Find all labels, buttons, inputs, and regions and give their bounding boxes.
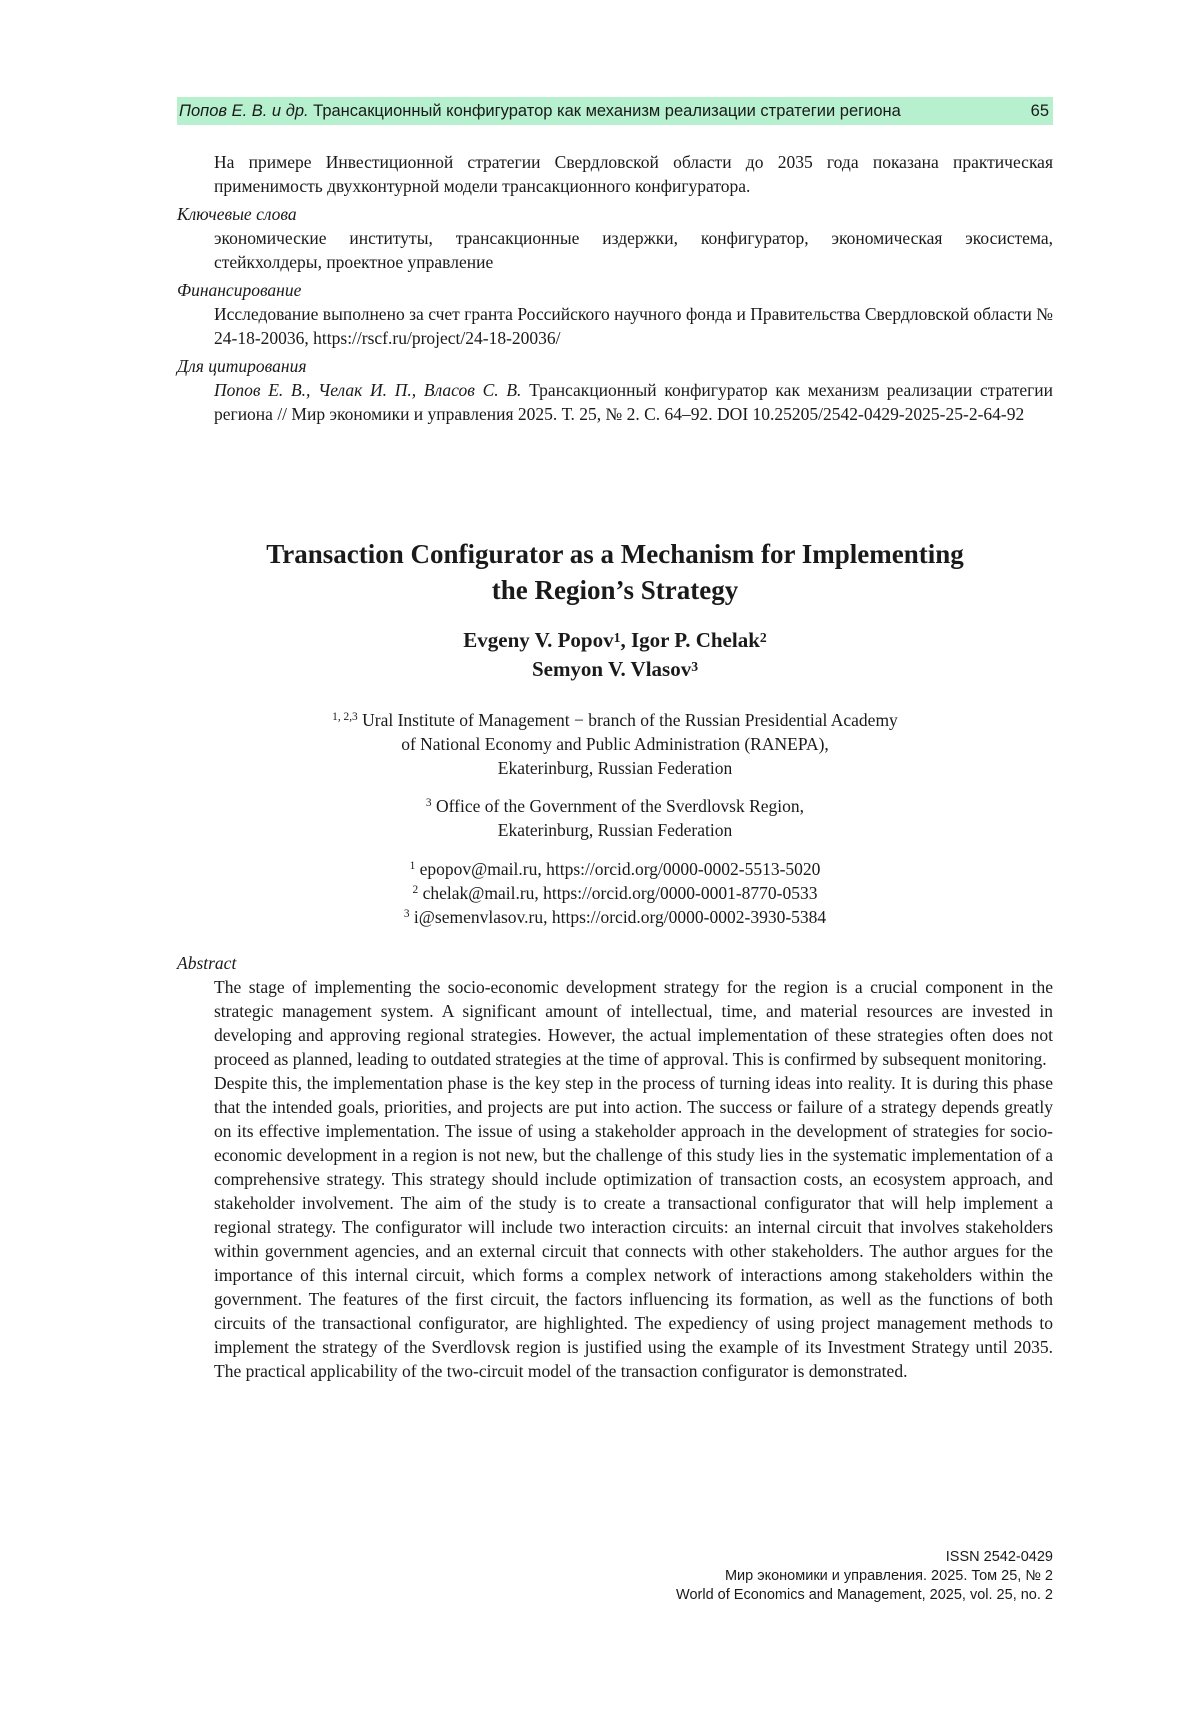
russian-abstract-end: На примере Инвестиционной стратегии Свердловской области до 2035 года показана практическая применимость двухконтурной модели трансакционного конфигуратора.: [214, 152, 1053, 196]
article-title: [177, 536, 1053, 608]
citation-label: Для цитирования: [177, 356, 307, 376]
citation-rest: Трансакционный конфигуратор как механизм реализации стратегии региона // Мир экономики и управления 2025. Т. 25, № 2. С. 64–92. DOI 10.25205/2542-0429-2025-25-2-64-92: [214, 380, 1054, 424]
contact-3-sup: 3: [403, 908, 410, 921]
affiliation-2: [177, 794, 1053, 842]
contact-3-text: i@semenvlasov.ru, https://orcid.org/0000-0002-3930-5384: [413, 907, 827, 927]
contacts-block: [177, 857, 1053, 929]
title-line-1: Transaction Configurator as a Mechanism for Implementing: [266, 539, 964, 569]
title-line-2: the Region’s Strategy: [491, 575, 739, 605]
abstract-paragraph-1: The stage of implementing the socio-economic development strategy for the region is a crucial component in the strategic management system. A significant amount of intellectual, time, and material resources are invested in developing and approving regional strategies. However, the actual implementation of these strategies often does not proceed as planned, leading to outdated strategies at the time of approval. This is confirmed by subsequent monitoring.: [214, 977, 1053, 1069]
contact-1-text: epopov@mail.ru, https://orcid.org/0000-0002-5513-5020: [419, 859, 821, 879]
affiliation-1: [177, 708, 1053, 780]
header-article-title: Трансакционный конфигуратор как механизм реализации стратегии региона: [313, 102, 901, 120]
authors-line-1: Evgeny V. Popov$^1$, Igor P. Chelak$^2$: [463, 628, 767, 652]
affiliation-2-line-1: [177, 794, 1053, 818]
funding-text: Исследование выполнено за счет гранта Российского научного фонда и Правительства Свердловской области № 24-18-20036, https://rscf.ru/project/24-18-20036/: [214, 304, 1053, 348]
author-1-sup: 1: [613, 629, 621, 645]
page-number: 65: [1030, 102, 1049, 120]
affiliation-1-line-3: Ekaterinburg, Russian Federation: [497, 758, 733, 778]
footer-issn: ISSN 2542-0429: [945, 1549, 1053, 1565]
contact-3: [177, 905, 1053, 929]
abstract-label: Abstract: [177, 953, 237, 973]
footer-journal-ru: Мир экономики и управления. 2025. Том 25, № 2: [724, 1568, 1053, 1584]
keywords-text: экономические институты, трансакционные издержки, конфигуратор, экономическая экосистема, стейкхолдеры, проектное управление: [214, 228, 1053, 272]
affiliation-1-text-1: Ural Institute of Management − branch of the Russian Presidential Academy: [362, 710, 898, 730]
running-header: [177, 97, 1053, 125]
affiliation-1-line-2: of National Economy and Public Administration (RANEPA),: [401, 734, 829, 754]
funding-label: Финансирование: [177, 280, 302, 300]
abstract-paragraph-2: Despite this, the implementation phase is the key step in the process of turning ideas into reality. It is during this phase that the intended goals, priorities, and projects are put into action. The success or failure of a strategy depends greatly on its effective implementation. The issue of using a stakeholder approach in the development of strategies for socio-economic development in a region is not new, but the challenge of this study lies in the systematic implementation of a comprehensive strategy. This strategy should include optimization of transaction costs, an ecosystem approach, and stakeholder involvement. The aim of the study is to create a transactional configurator that will help implement a regional strategy. The configurator will include two interaction circuits: an internal circuit that involves stakeholders within government agencies, and an external circuit that connects with other stakeholders. The author argues for the importance of this internal circuit, which forms a complex network of interactions among stakeholders within the government. The features of the first circuit, the factors influencing its formation, as well as the functions of both circuits of the transactional configurator, are highlighted. The expediency of using project management methods to implement the strategy of the Sverdlovsk region is justified using the example of its Investment Strategy until 2035. The practical applicability of the two-circuit model of the transaction configurator is demonstrated.: [214, 1073, 1053, 1381]
russian-section: [177, 150, 1053, 426]
authors-line-2: [177, 655, 1053, 684]
keywords-label: Ключевые слова: [177, 204, 297, 224]
contact-2-sup: 2: [412, 884, 419, 897]
english-abstract: [177, 951, 1053, 1383]
author-1: Evgeny V. Popov: [463, 628, 614, 652]
affiliation-2-sup: 3: [425, 797, 432, 810]
citation-text: [177, 378, 1053, 426]
authors-block: [177, 626, 1053, 684]
contact-1-sup: 1: [409, 860, 416, 873]
author-2-sup: 2: [759, 629, 767, 645]
author-3-sup: 3: [691, 658, 699, 674]
affiliation-1-line-1: [177, 708, 1053, 732]
author-2: Igor P. Chelak: [630, 628, 760, 652]
page-footer: [676, 1548, 1053, 1605]
contact-2: [177, 881, 1053, 905]
contact-2-text: chelak@mail.ru, https://orcid.org/0000-0001-8770-0533: [422, 883, 818, 903]
author-3: Semyon V. Vlasov: [531, 657, 692, 681]
header-title: [179, 97, 901, 125]
citation-authors: Попов Е. В., Челак И. П., Власов С. В.: [214, 380, 522, 400]
affiliation-2-line-2: Ekaterinburg, Russian Federation: [497, 820, 733, 840]
header-authors: Попов Е. В. и др.: [179, 102, 309, 120]
contact-1: [177, 857, 1053, 881]
footer-journal-en: World of Economics and Management, 2025, vol. 25, no. 2: [676, 1587, 1053, 1603]
affiliation-1-sup: 1, 2,3: [332, 711, 358, 724]
affiliation-2-text-1: Office of the Government of the Sverdlovsk Region,: [435, 796, 805, 816]
